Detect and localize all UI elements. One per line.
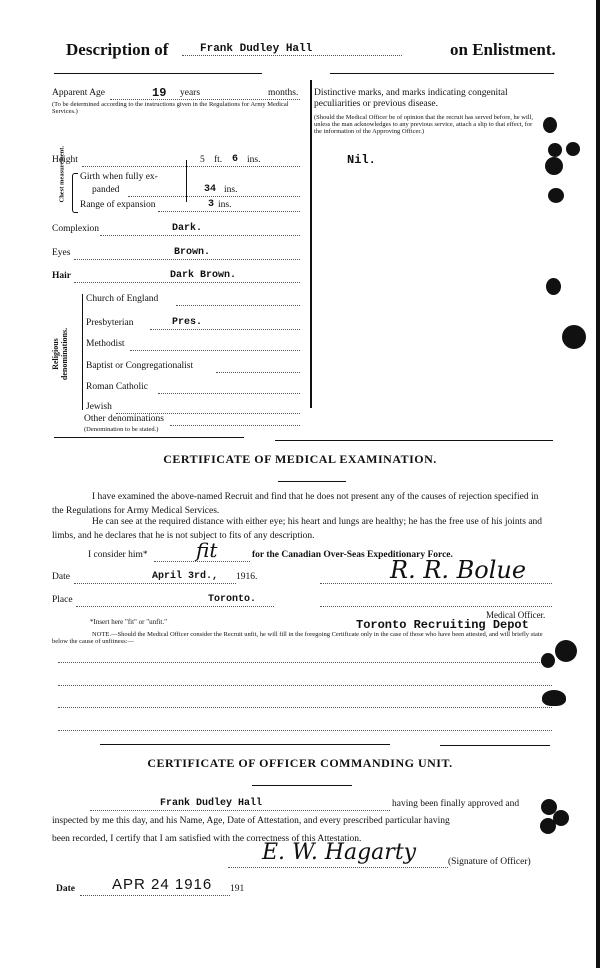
- ink-blot: [543, 117, 557, 133]
- medical-place-line: [76, 606, 274, 607]
- range-line: [158, 211, 300, 212]
- section-rule-bottom-right: [440, 745, 550, 746]
- complexion-line: [100, 235, 300, 236]
- medical-date-year: 1916.: [236, 572, 258, 582]
- religion-label: Presbyterian: [86, 318, 134, 328]
- range-unit: ins.: [218, 200, 232, 210]
- header-rule-left: [54, 73, 262, 74]
- religion-label-line1: Religious: [51, 338, 60, 370]
- religion-brace: [82, 294, 87, 410]
- inches-label: ins.: [247, 155, 261, 165]
- girth-line: [128, 196, 300, 197]
- officer-line1-suffix: having been finally approved and: [392, 799, 520, 809]
- ink-blot: [548, 143, 562, 157]
- medical-paragraph-1: I have examined the above-named Recruit and find that he does not present any of the causes of rejection specified in the Regulations for Army Medical Services.: [52, 492, 539, 516]
- religious-denominations-label: [51, 314, 69, 394]
- officer-signature: E. W. Hagarty: [262, 840, 417, 865]
- religion-label-line2: denominations.: [60, 327, 69, 381]
- ink-blot: [546, 278, 561, 295]
- header-name-line: [182, 55, 402, 56]
- officer-heading-rule: [252, 785, 352, 786]
- apparent-age-label: Apparent Age: [52, 88, 106, 98]
- column-divider: [310, 80, 312, 408]
- chest-measurement-label: Chest measurement.: [58, 145, 66, 203]
- ink-blot: [540, 818, 556, 834]
- recruiting-depot-stamp: Toronto Recruiting Depot: [356, 618, 529, 632]
- height-label: Height: [52, 155, 78, 165]
- officer-line2: inspected by me this day, and his Name, Age, Date of Attestation, and every prescribed particular having: [52, 816, 450, 826]
- hair-line: [74, 282, 300, 283]
- age-note: (To be determined according to the instructions given in the Regulations for Army Medical Services.): [52, 101, 289, 115]
- officer-name-line: [90, 810, 390, 811]
- religion-label: Church of England: [86, 294, 159, 304]
- officer-certificate-heading: CERTIFICATE OF OFFICER COMMANDING UNIT.: [147, 756, 453, 770]
- ink-blot: [555, 640, 577, 662]
- medical-officer-signature: R. R. Bolue: [390, 556, 527, 584]
- religion-line: [176, 305, 300, 306]
- medical-signature-line-2: [320, 606, 552, 607]
- girth-value: 34: [204, 184, 217, 195]
- religion-label: Roman Catholic: [86, 382, 149, 392]
- ink-blot: [562, 325, 586, 349]
- officer-date-line: [80, 895, 230, 896]
- medical-paragraph-2: He can see at the required distance with either eye; his heart and lungs are healthy; he has the free use of his joints and limbs, and he declares that he is not subject to fits of any description.: [52, 517, 543, 541]
- eyes-label: Eyes: [52, 248, 71, 258]
- feet-label: ft.: [214, 155, 223, 165]
- religion-line: [150, 329, 300, 330]
- distinctive-marks-label-2: peculiarities or previous disease.: [314, 99, 438, 109]
- section-rule-right: [275, 440, 553, 441]
- header-prefix: Description of: [66, 40, 169, 59]
- header-rule-right: [330, 73, 554, 74]
- ink-blot: [542, 690, 566, 706]
- medical-date-label: Date: [52, 572, 70, 582]
- medical-certificate-heading: CERTIFICATE OF MEDICAL EXAMINATION.: [163, 452, 437, 466]
- consider-suffix: for the Canadian Over-Seas Expeditionary Force.: [252, 550, 453, 560]
- page-edge: [596, 0, 600, 968]
- officer-date-suffix: 191: [230, 884, 245, 894]
- medical-place-value: Toronto.: [208, 594, 257, 605]
- religion-label: Baptist or Congregationalist: [86, 361, 194, 371]
- height-line: [82, 166, 300, 167]
- hair-label: Hair: [52, 271, 71, 281]
- other-denomination-note: (Denomination to be stated.): [84, 426, 159, 433]
- consider-value-handwritten: fit: [196, 538, 218, 562]
- apparent-age-years: 19: [152, 86, 167, 100]
- religion-line: [216, 372, 300, 373]
- apparent-age-line: [110, 99, 300, 100]
- officer-signature-label: (Signature of Officer): [448, 857, 531, 867]
- header-name: Frank Dudley Hall: [200, 43, 313, 55]
- religion-value: Pres.: [172, 317, 203, 328]
- girth-unit: ins.: [224, 185, 238, 195]
- religion-line: [170, 425, 300, 426]
- religion-label: Other denominations: [84, 414, 164, 424]
- unfit-reason-line-1[interactable]: [58, 662, 552, 663]
- religion-line: [158, 393, 300, 394]
- distinctive-marks-value: Nil.: [347, 153, 376, 167]
- girth-label-2: panded: [92, 185, 120, 195]
- officer-line3: been recorded, I certify that I am satisfied with the correctness of this Attestation.: [52, 834, 362, 844]
- eyes-value: Brown.: [174, 247, 211, 258]
- months-label: months.: [268, 88, 299, 98]
- medical-place-label: Place: [52, 595, 73, 605]
- unfit-reason-line-3[interactable]: [58, 707, 552, 708]
- unfit-reason-line-2[interactable]: [58, 685, 552, 686]
- officer-date-label: Date: [56, 884, 75, 894]
- chest-brace: [72, 173, 78, 213]
- height-feet: 5: [200, 155, 205, 165]
- officer-recruit-name: Frank Dudley Hall: [160, 798, 263, 809]
- officer-date-stamp: APR 24 1916: [112, 876, 213, 893]
- religion-label: Methodist: [86, 339, 125, 349]
- header-suffix: on Enlistment.: [450, 40, 556, 59]
- distinctive-marks-note: (Should the Medical Officer be of opinion that the recruit has served before, he will, unless the man acknowledges to any previous service, attach a slip to that effect, for the information of the Approving Officer.): [314, 114, 534, 135]
- years-label: years: [180, 88, 201, 98]
- medical-officer-title: Medical Officer.: [486, 610, 546, 620]
- religion-label: Jewish: [86, 402, 112, 412]
- medical-date-line: [74, 583, 236, 584]
- consider-prefix: I consider him*: [88, 550, 148, 560]
- section-rule-left: [54, 437, 244, 438]
- height-inches: 6: [232, 154, 239, 165]
- unfit-reason-line-4[interactable]: [58, 730, 552, 731]
- ink-blot: [548, 188, 564, 203]
- insert-fit-footnote: *Insert here "fit" or "unfit.": [90, 618, 167, 626]
- range-value: 3: [208, 199, 215, 210]
- complexion-label: Complexion: [52, 224, 99, 234]
- ink-blot: [566, 142, 580, 156]
- medical-date-value: April 3rd.,: [152, 571, 219, 582]
- range-label: Range of expansion: [80, 200, 156, 210]
- unfit-note: NOTE.—Should the Medical Officer consider the Recruit unfit, he will fill in the foregoing Certificate only in the case of those who have been attested, and will briefly state below the cause of unfitness:—: [52, 631, 543, 645]
- ink-blot: [541, 653, 555, 668]
- hair-value: Dark Brown.: [170, 270, 237, 281]
- ink-blot: [545, 157, 563, 175]
- medical-heading-rule: [278, 481, 346, 482]
- officer-signature-line: [228, 867, 448, 868]
- girth-label-1: Girth when fully ex-: [80, 172, 158, 182]
- complexion-value: Dark.: [172, 223, 203, 234]
- eyes-line: [74, 259, 300, 260]
- section-rule-bottom-left: [100, 744, 390, 745]
- religion-line: [130, 350, 300, 351]
- distinctive-marks-label-1: Distinctive marks, and marks indicating congenital: [314, 88, 508, 98]
